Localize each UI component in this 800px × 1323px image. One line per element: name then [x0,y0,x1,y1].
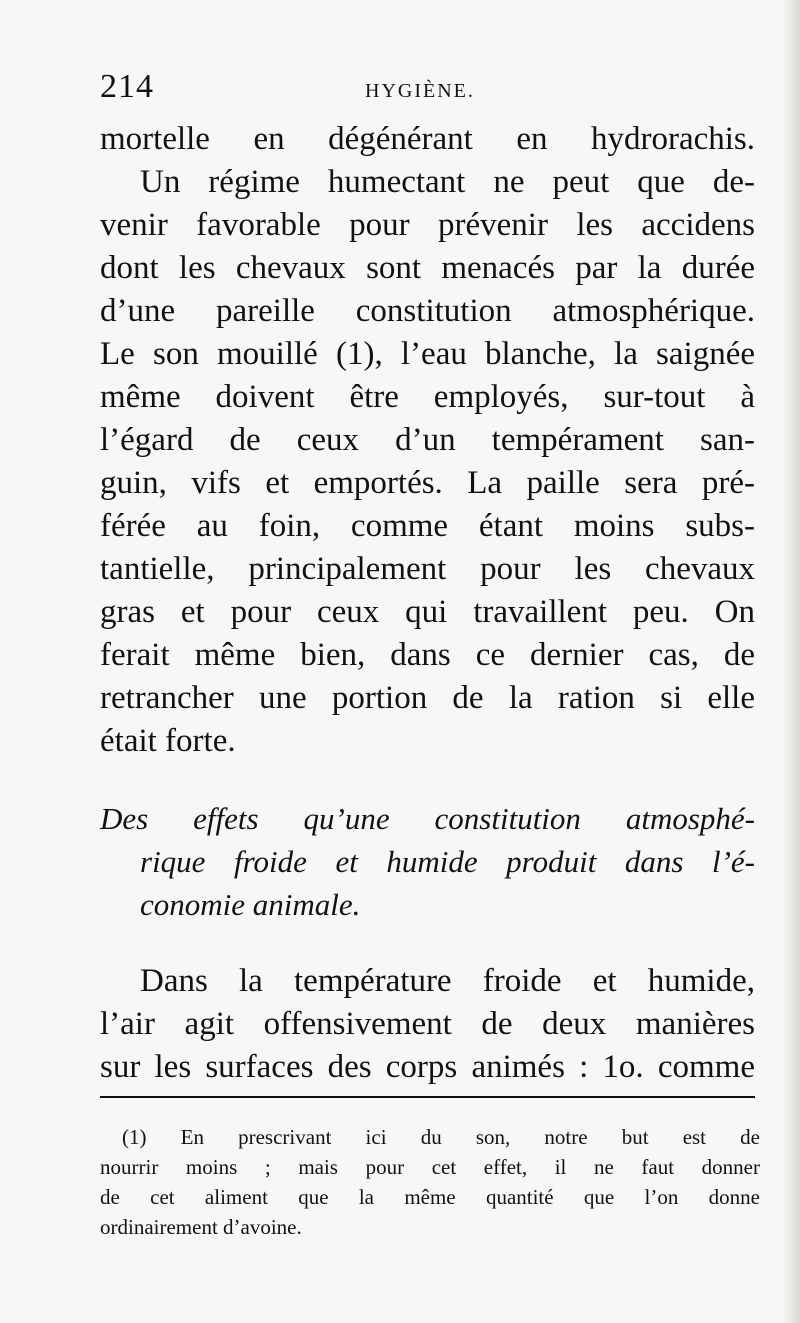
text-line: Dans la température froide et humide, [140,963,755,999]
text-line: d’une pareille constitution atmosphérique. [100,293,755,329]
footnote-line: nourrir moins ; mais pour cet effet, il ne faut donner [100,1155,760,1179]
text-line: tantielle, principalement pour les chevaux [100,551,755,587]
footnote-line: (1) En prescrivant ici du son, notre but est de [122,1125,760,1149]
text-line: sur les surfaces des corps animés : 1o. comme [100,1049,755,1085]
text-line: mortelle en dégénérant en hydrorachis. [100,121,755,157]
page-number: 214 [100,68,154,105]
text-line: l’égard de ceux d’un tempérament san- [100,422,755,458]
text-line: férée au foin, comme étant moins subs- [100,508,755,544]
text-line: même doivent être employés, sur-tout à [100,379,755,415]
spacer [100,926,755,960]
text-line: était forte. [100,723,236,759]
text-line: Le son mouillé (1), l’eau blanche, la saignée [100,336,755,372]
text-line: gras et pour ceux qui travaillent peu. On [100,594,755,630]
heading-line: conomie animale. [140,887,361,922]
text-line: guin, vifs et emportés. La paille sera pré- [100,465,755,501]
paragraph-1 [100,118,755,763]
page-header [100,68,755,108]
heading-line: Des effets qu’une constitution atmosphé- [100,801,755,836]
text-line: Un régime humectant ne peut que de- [140,164,755,200]
paragraph-2 [100,960,755,1089]
text-line: ferait même bien, dans ce dernier cas, de [100,637,755,673]
heading-line: rique froide et humide produit dans l’é- [140,844,755,879]
text-line: dont les chevaux sont menacés par la durée [100,250,755,286]
spacer [100,763,755,797]
page-edge-shadow [782,0,800,1323]
section-heading [100,797,755,926]
footnote-line: ordinairement d’avoine. [100,1215,302,1239]
footnote-line: de cet aliment que la même quantité que l’on donne [100,1185,760,1209]
text-line: retrancher une portion de la ration si elle [100,680,755,716]
footnote-rule [100,1096,755,1098]
text-line: venir favorable pour prévenir les accidens [100,207,755,243]
running-head: HYGIÈNE. [365,80,475,102]
text-line: l’air agit offensivement de deux manières [100,1006,755,1042]
footnote [100,1122,760,1242]
body-text [100,118,755,1089]
